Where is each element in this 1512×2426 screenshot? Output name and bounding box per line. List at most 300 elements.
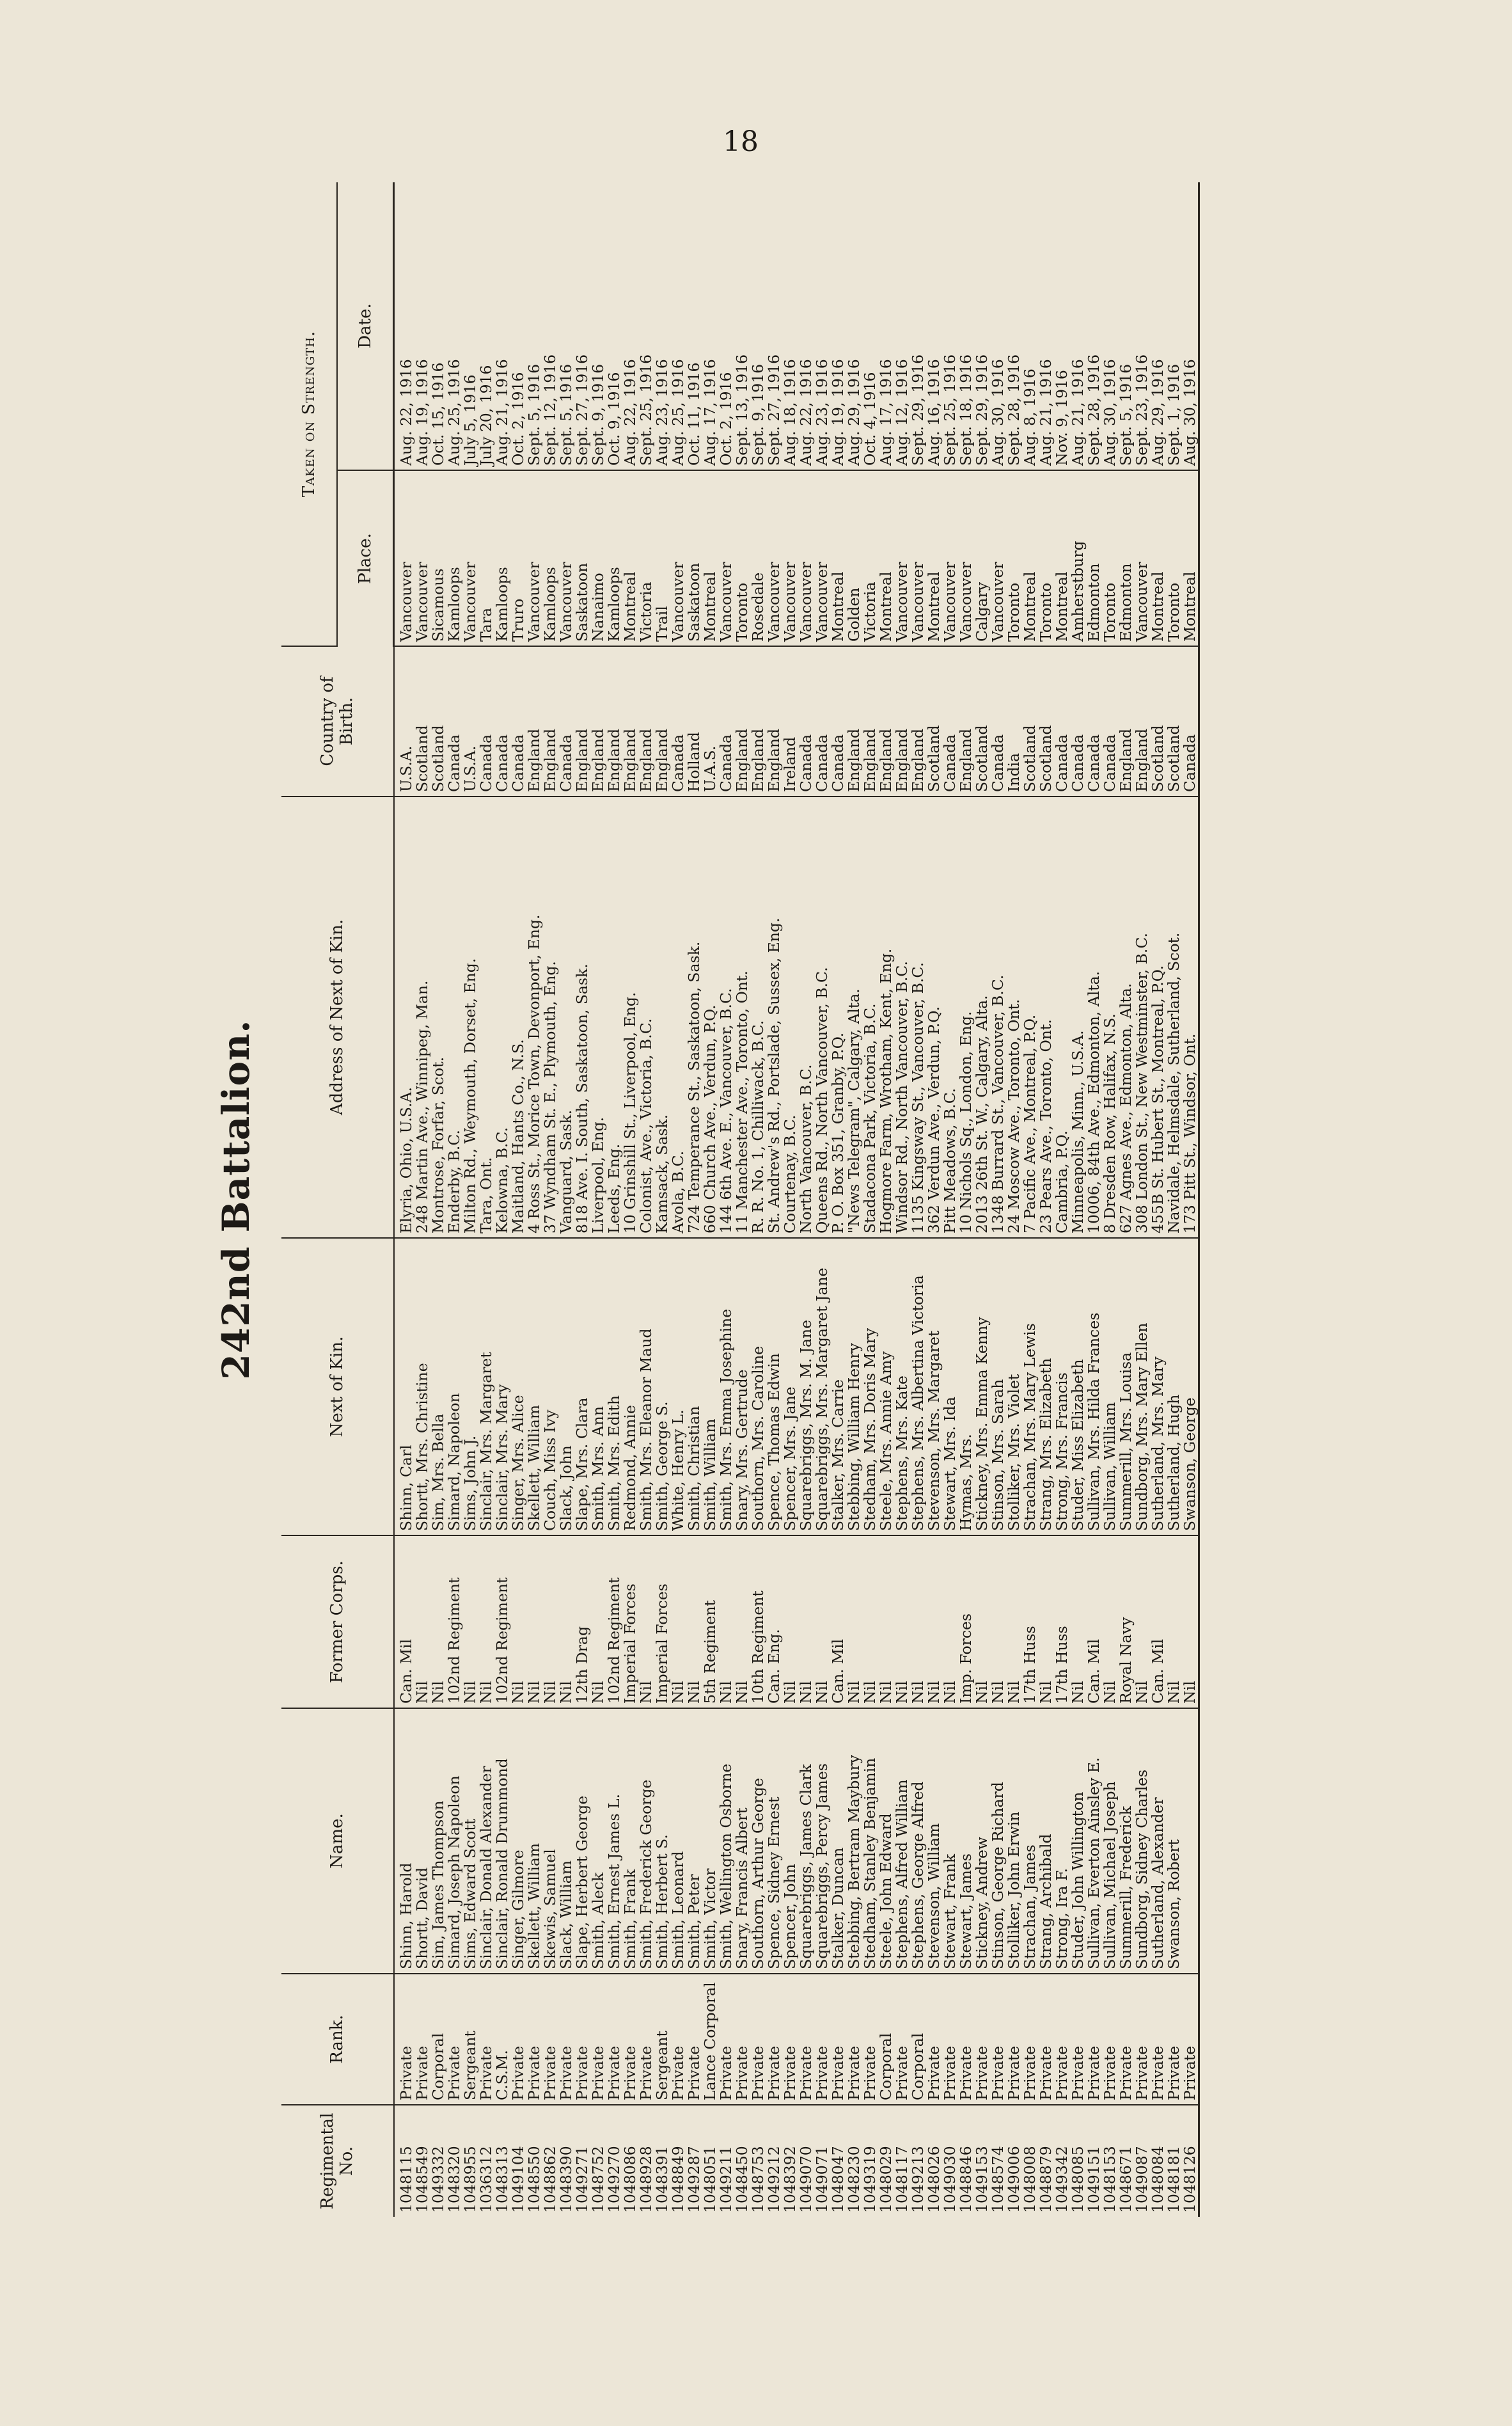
cell-rank: Private [734,1974,750,2105]
header-taken-on-strength: Taken on Strength. [281,182,337,646]
cell-place: Montreal [830,470,846,646]
cell-rank: Private [974,1974,990,2105]
cell-regimental-no: 1048928 [637,2146,655,2213]
table-row [1134,182,1150,2217]
cell-name: Swanson, Robert [1166,1708,1182,1974]
table-row [1006,182,1022,2217]
cell-name: Shortt, David [414,1708,430,1974]
cell-place: Calgary [974,470,990,646]
cell-country: Scotland [1022,646,1038,797]
table-row [1038,182,1054,2217]
cell-name: Sullivan, Everton Ainsley E. [1086,1708,1102,1974]
cell-date: Aug. 12, 1916 [894,182,910,470]
cell-address: Enderby, B.C. [446,797,462,1238]
cell-country: Canada [494,646,510,797]
cell-address: 24 Moscow Ave., Toronto, Ont. [1006,797,1022,1238]
cell-former-corps: 5th Regiment [702,1535,718,1708]
cell-next-of-kin: Smith, Mrs. Eleanor Maud [638,1238,654,1535]
header-name: Name. [281,1708,394,1974]
cell-country: Canada [1086,646,1102,797]
cell-place: Vancouver [670,470,686,646]
cell-address: Liverpool, Eng. [590,797,606,1238]
cell-regimental-no: 1048008 [1021,2146,1039,2213]
cell-name: Squarebriggs, Percy James [814,1708,830,1974]
table-row [1102,182,1118,2217]
cell-date: Sept. 18, 1916 [958,182,974,470]
cell-date: Sept. 29, 1916 [910,182,926,470]
table-row [394,182,415,2217]
cell-name: Strang, Archibald [1038,1708,1054,1974]
cell-former-corps: Nil [798,1535,814,1708]
cell-rank: Private [1102,1974,1118,2105]
cell-date: Sept. 5, 1916 [1118,182,1134,470]
cell-date: July 20, 1916 [478,182,494,470]
table-row [814,182,830,2217]
cell-former-corps: Nil [638,1535,654,1708]
cell-country: Canada [446,646,462,797]
cell-regimental-no: 1048879 [1037,2146,1055,2213]
cell-address: North Vancouver, B.C. [798,797,814,1238]
cell-place: Sicamous [430,470,446,646]
cell-regimental-no: 1048574 [989,2146,1007,2213]
cell-place: Amherstburg [1070,470,1086,646]
cell-address: 248 Martin Ave., Winnipeg, Man. [414,797,430,1238]
cell-country: Scotland [1166,646,1182,797]
cell-regimental-no: 1049287 [685,2146,703,2213]
page-number: 18 [723,125,759,158]
cell-place: Kamloops [446,470,462,646]
cell-former-corps: Nil [430,1535,446,1708]
cell-address: 308 London St., New Westminster, B.C. [1134,797,1150,1238]
cell-date: Aug. 21, 1916 [494,182,510,470]
cell-name: Studer, John Willington [1070,1708,1086,1974]
cell-next-of-kin: White, Henry L. [670,1238,686,1535]
cell-country: England [622,646,638,797]
cell-next-of-kin: Snary, Mrs. Gertrude [734,1238,750,1535]
table-row [686,182,702,2217]
cell-next-of-kin: Stalker, Mrs. Carrie [830,1238,846,1535]
rotated-page-content [214,182,1308,2217]
cell-country: Canada [830,646,846,797]
cell-former-corps: Nil [862,1535,878,1708]
cell-address: Vanguard, Sask. [558,797,574,1238]
cell-regimental-no: 1048085 [1069,2146,1087,2213]
cell-name: Sinclair, Ronald Drummond [494,1708,510,1974]
table-row [414,182,430,2217]
cell-next-of-kin: Skellett, William [526,1238,542,1535]
cell-address: Kelowna, B.C. [494,797,510,1238]
table-row [750,182,766,2217]
cell-next-of-kin: Sundborg, Mrs. Mary Ellen [1134,1238,1150,1535]
cell-regimental-no: 1049342 [1053,2146,1071,2213]
cell-regimental-no: 1048752 [589,2146,607,2213]
cell-address: 7 Pacific Ave., Montreal, P.Q. [1022,797,1038,1238]
cell-country: Canada [718,646,734,797]
table-row [574,182,590,2217]
cell-former-corps: Nil [478,1535,494,1708]
cell-place: Vancouver [782,470,798,646]
cell-country: Canada [670,646,686,797]
cell-regimental-no: 1049271 [573,2146,591,2213]
cell-next-of-kin: Smith, Mrs. Edith [606,1238,622,1535]
cell-next-of-kin: Stinson, Mrs. Sarah [990,1238,1006,1535]
cell-country: Canada [814,646,830,797]
cell-former-corps: 102nd Regiment [446,1535,462,1708]
cell-place: Toronto [1006,470,1022,646]
cell-name: Sinclair, Donald Alexander [478,1708,494,1974]
cell-date: Sept. 27, 1916 [766,182,782,470]
cell-address: R. R. No. 1, Chilliwack, B.C. [750,797,766,1238]
table-row [494,182,510,2217]
cell-regimental-no: 1048117 [893,2146,911,2213]
table-row [910,182,926,2217]
roster-body [394,182,1199,2217]
cell-rank: Private [590,1974,606,2105]
cell-rank: Private [510,1974,526,2105]
table-row [510,182,526,2217]
cell-country: Ireland [782,646,798,797]
cell-rank: Private [686,1974,702,2105]
cell-former-corps: Nil [926,1535,942,1708]
cell-name: Stephens, Alfred William [894,1708,910,1974]
cell-place: Toronto [1038,470,1054,646]
cell-country: England [606,646,622,797]
cell-former-corps: Nil [542,1535,558,1708]
table-row [1086,182,1102,2217]
cell-country: Scotland [1038,646,1054,797]
cell-place: Vancouver [718,470,734,646]
table-row [878,182,894,2217]
cell-date: Oct. 2, 1916 [718,182,734,470]
cell-country: Canada [1054,646,1070,797]
cell-date: Nov. 9, 1916 [1054,182,1070,470]
cell-regimental-no: 1049006 [1005,2146,1023,2213]
cell-date: Aug. 16, 1916 [926,182,942,470]
cell-date: Aug. 17, 1916 [702,182,718,470]
cell-place: Saskatoon [686,470,702,646]
table-row [734,182,750,2217]
cell-next-of-kin: Strachan, Mrs. Mary Lewis [1022,1238,1038,1535]
cell-name [1182,1708,1199,1974]
cell-former-corps: Nil [526,1535,542,1708]
cell-rank: Corporal [430,1974,446,2105]
cell-date: Sept. 13, 1916 [734,182,750,470]
cell-name: Stinson, George Richard [990,1708,1006,1974]
table-row [846,182,862,2217]
cell-country: Canada [478,646,494,797]
table-row [862,182,878,2217]
cell-country: England [1134,646,1150,797]
cell-country: Canada [1102,646,1118,797]
cell-next-of-kin: Spencer, Mrs. Jane [782,1238,798,1535]
cell-address: "News Telegram", Calgary, Alta. [846,797,862,1238]
cell-rank: Private [1022,1974,1038,2105]
cell-address: 173 Pitt St., Windsor, Ont. [1182,797,1199,1238]
cell-regimental-no: 1048084 [1149,2146,1167,2213]
table-row [542,182,558,2217]
cell-place: Kamloops [494,470,510,646]
cell-address: 144 6th Ave. E., Vancouver, B.C. [718,797,734,1238]
cell-former-corps: Nil [910,1535,926,1708]
cell-rank: Private [1086,1974,1102,2105]
cell-former-corps: Nil [718,1535,734,1708]
cell-address: 23 Pears Ave., Toronto, Ont. [1038,797,1054,1238]
cell-place: Vancouver [942,470,958,646]
table-row [942,182,958,2217]
cell-name: Stedham, Stanley Benjamin [862,1708,878,1974]
cell-place: Edmonton [1086,470,1102,646]
table-row [1118,182,1134,2217]
cell-rank: Private [622,1974,638,2105]
cell-rank: C.S.M. [494,1974,510,2105]
cell-regimental-no: 1048955 [461,2146,479,2213]
cell-name: Spence, Sidney Ernest [766,1708,782,1974]
cell-name: Sutherland, Alexander [1150,1708,1166,1974]
header-next-of-kin: Next of Kin. [281,1238,394,1535]
cell-address: Navidale, Helmsdale, Sutherland, Scot. [1166,797,1182,1238]
cell-former-corps: 17th Huss [1054,1535,1070,1708]
cell-place: Vancouver [910,470,926,646]
cell-country: India [1006,646,1022,797]
cell-former-corps: Nil [814,1535,830,1708]
cell-former-corps: 12th Drag [574,1535,590,1708]
table-row [590,182,606,2217]
cell-regimental-no: 1049104 [509,2146,527,2213]
cell-name: Stevenson, William [926,1708,942,1974]
table-row [462,182,478,2217]
cell-country: England [1118,646,1134,797]
cell-name: Stebbing, Bertram Maybury [846,1708,862,1974]
cell-address: 11 Manchester Ave., Toronto, Ont. [734,797,750,1238]
cell-regimental-no: 1048115 [397,2146,415,2213]
cell-rank: Private [1070,1974,1086,2105]
cell-former-corps: Nil [878,1535,894,1708]
cell-rank: Private [1118,1974,1134,2105]
cell-date: Sept. 12, 1916 [542,182,558,470]
cell-date: Sept. 28, 1916 [1086,182,1102,470]
cell-country: England [910,646,926,797]
cell-former-corps: Imperial Forces [654,1535,670,1708]
cell-country: Scotland [414,646,430,797]
cell-next-of-kin: Stebbing, William Henry [846,1238,862,1535]
cell-name: Stephens, George Alfred [910,1708,926,1974]
cell-address: 1348 Burrard St., Vancouver, B.C. [990,797,1006,1238]
cell-rank: Corporal [878,1974,894,2105]
header-address: Address of Next of Kin. [281,797,394,1238]
cell-country: Canada [558,646,574,797]
cell-place: Kamloops [542,470,558,646]
table-row [958,182,974,2217]
cell-address: Windsor Rd., North Vancouver, B.C. [894,797,910,1238]
cell-date: Aug. 21, 1916 [1038,182,1054,470]
cell-rank: Private [394,1974,415,2105]
cell-date: Sept. 29, 1916 [974,182,990,470]
cell-name: Strong, Ira F. [1054,1708,1070,1974]
table-row [974,182,990,2217]
cell-date: Aug. 22, 1916 [622,182,638,470]
cell-address: Colonist, Ave., Victoria, B.C. [638,797,654,1238]
cell-address: 455B St. Hubert St., Montreal, P.Q. [1150,797,1166,1238]
cell-former-corps: Nil [1134,1535,1150,1708]
cell-date: Aug. 8, 1916 [1022,182,1038,470]
cell-name: Sim, James Thompson [430,1708,446,1974]
cell-address: 4 Ross St., Morice Town, Devonport, Eng. [526,797,542,1238]
cell-next-of-kin: Simard, Napoleon [446,1238,462,1535]
cell-rank: Private [1182,1974,1199,2105]
cell-regimental-no: 1048313 [493,2146,511,2213]
table-row [1182,182,1199,2217]
table-row [1166,182,1182,2217]
cell-former-corps: Nil [558,1535,574,1708]
cell-former-corps: Nil [974,1535,990,1708]
cell-next-of-kin: Steele, Mrs. Annie Amy [878,1238,894,1535]
cell-date: Oct. 9, 1916 [606,182,622,470]
cell-rank: Private [798,1974,814,2105]
cell-rank: Private [830,1974,846,2105]
header-regimental-no: Regimental No. [281,2105,394,2217]
cell-address: 660 Church Ave., Verdun, P.Q. [702,797,718,1238]
table-row [718,182,734,2217]
cell-name: Singer, Gilmore [510,1708,526,1974]
cell-place: Victoria [862,470,878,646]
cell-address: Hogmore Farm, Wrotham, Kent, Eng. [878,797,894,1238]
cell-next-of-kin: Sullivan, Mrs. Hilda Frances [1086,1238,1102,1535]
cell-place: Montreal [622,470,638,646]
cell-address: 10 Nichols Sq., London, Eng. [958,797,974,1238]
cell-rank: Private [926,1974,942,2105]
cell-regimental-no: 1048181 [1165,2146,1183,2213]
cell-name: Shinn, Harold [394,1708,415,1974]
cell-regimental-no: 1049153 [973,2146,991,2213]
cell-former-corps: Nil [670,1535,686,1708]
cell-regimental-no: 1048862 [541,2146,559,2213]
cell-former-corps: 17th Huss [1022,1535,1038,1708]
cell-former-corps: Imperial Forces [622,1535,638,1708]
cell-regimental-no: 1048153 [1101,2146,1119,2213]
cell-next-of-kin: Couch, Miss Ivy [542,1238,558,1535]
cell-next-of-kin: Stephens, Mrs. Albertina Victoria [910,1238,926,1535]
cell-name: Simard, Joseph Napoleon [446,1708,462,1974]
cell-name: Smith, Frank [622,1708,638,1974]
cell-name: Summerill, Frederick [1118,1708,1134,1974]
cell-date: Aug. 19, 1916 [414,182,430,470]
cell-place: Vancouver [766,470,782,646]
cell-address: 724 Temperance St., Saskatoon, Sask. [686,797,702,1238]
cell-place: Nanaimo [590,470,606,646]
cell-regimental-no: 1048026 [925,2146,943,2213]
cell-name: Smith, Frederick George [638,1708,654,1974]
cell-former-corps: Nil [990,1535,1006,1708]
cell-former-corps: Nil [686,1535,702,1708]
table-row [526,182,542,2217]
cell-address: 37 Wyndham St. E., Plymouth, Eng. [542,797,558,1238]
table-row [766,182,782,2217]
table-row [1054,182,1070,2217]
cell-name: Stolliker, John Erwin [1006,1708,1022,1974]
cell-next-of-kin: Singer, Mrs. Alice [510,1238,526,1535]
cell-rank: Private [478,1974,494,2105]
cell-next-of-kin: Sinclair, Mrs. Mary [494,1238,510,1535]
cell-rank: Private [526,1974,542,2105]
cell-place: Vancouver [894,470,910,646]
cell-rank: Private [542,1974,558,2105]
cell-next-of-kin: Smith, Mrs. Ann [590,1238,606,1535]
cell-former-corps: Nil [846,1535,862,1708]
cell-former-corps: Nil [1006,1535,1022,1708]
cell-address: 2013 26th St. W., Calgary, Alta. [974,797,990,1238]
cell-place: Toronto [1102,470,1118,646]
cell-address: Montrose, Forfar, Scot. [430,797,446,1238]
cell-date: Oct. 2, 1916 [510,182,526,470]
cell-regimental-no: 1049071 [813,2146,831,2213]
cell-rank: Private [750,1974,766,2105]
table-row [798,182,814,2217]
cell-country: Canada [798,646,814,797]
cell-rank: Private [894,1974,910,2105]
cell-name: Strachan, James [1022,1708,1038,1974]
cell-rank: Lance Corporal [702,1974,718,2105]
cell-address: Queens Rd., North Vancouver, B.C. [814,797,830,1238]
cell-next-of-kin: Stewart, Mrs. Ida [942,1238,958,1535]
cell-rank: Private [1150,1974,1166,2105]
cell-date: Sept. 27, 1916 [574,182,590,470]
cell-address: 10 Grinshill St., Liverpool, Eng. [622,797,638,1238]
cell-next-of-kin: Hymas, Mrs. [958,1238,974,1535]
cell-former-corps: Can. Mil [830,1535,846,1708]
cell-regimental-no: 1049212 [765,2146,783,2213]
cell-regimental-no: 1048392 [781,2146,799,2213]
cell-place: Truro [510,470,526,646]
cell-country: England [766,646,782,797]
cell-next-of-kin: Shinn, Carl [394,1238,415,1535]
cell-former-corps: Nil [414,1535,430,1708]
cell-place: Montreal [1022,470,1038,646]
cell-next-of-kin: Stedham, Mrs. Doris Mary [862,1238,878,1535]
cell-address: 362 Verdun Ave., Verdun, P.Q. [926,797,942,1238]
cell-country: Scotland [430,646,446,797]
cell-place: Vancouver [414,470,430,646]
cell-next-of-kin: Strang, Mrs. Elizabeth [1038,1238,1054,1535]
cell-date: Sept. 5, 1916 [526,182,542,470]
cell-address: St. Andrew's Rd., Portslade, Sussex, Eng. [766,797,782,1238]
cell-date: Aug. 25, 1916 [670,182,686,470]
cell-rank: Private [670,1974,686,2105]
cell-country: England [878,646,894,797]
cell-regimental-no: 1049030 [941,2146,959,2213]
cell-rank: Private [846,1974,862,2105]
cell-name: Sullivan, Michael Joseph [1102,1708,1118,1974]
cell-regimental-no: 1048846 [957,2146,975,2213]
cell-former-corps: Can. Mil [1150,1535,1166,1708]
cell-country: England [846,646,862,797]
cell-address: 818 Ave. I. South, Saskatoon, Sask. [574,797,590,1238]
cell-name: Smith, Ernest James L. [606,1708,622,1974]
cell-address: Kamsack, Sask. [654,797,670,1238]
table-row [926,182,942,2217]
cell-regimental-no: 1048391 [653,2146,671,2213]
cell-next-of-kin: Southorn, Mrs. Caroline [750,1238,766,1535]
cell-date: Sept. 25, 1916 [942,182,958,470]
cell-regimental-no: 1049213 [909,2146,927,2213]
cell-rank: Private [958,1974,974,2105]
cell-place: Vancouver [814,470,830,646]
cell-name: Stalker, Duncan [830,1708,846,1974]
table-row [654,182,670,2217]
cell-address: 627 Agnes Ave., Edmonton, Alta. [1118,797,1134,1238]
cell-place: Tara [478,470,494,646]
cell-place: Rosedale [750,470,766,646]
table-row [782,182,798,2217]
